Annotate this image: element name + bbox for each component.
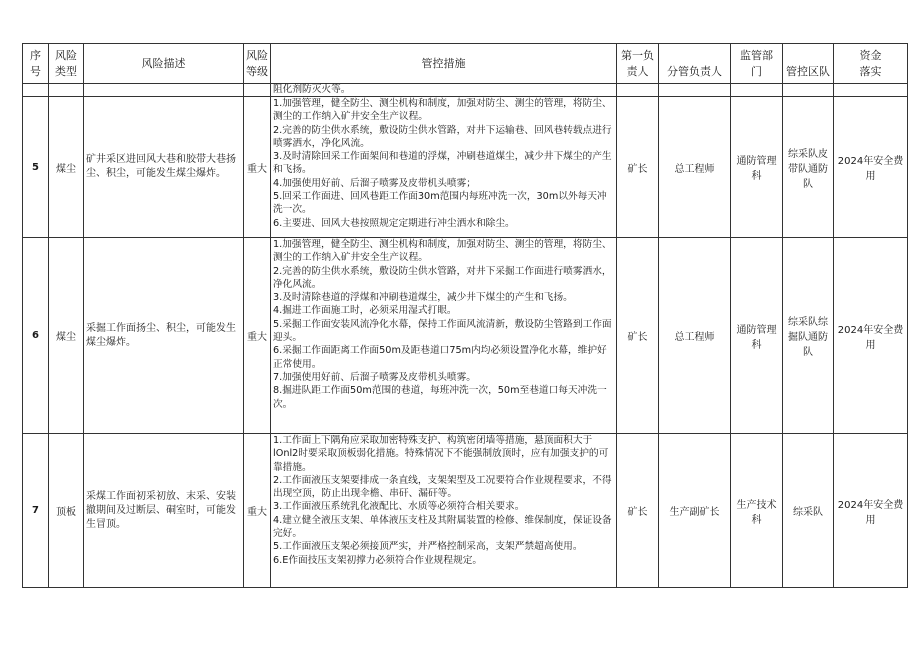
cont-empty (659, 84, 731, 97)
row-desc: 采掘工作面扬尘、积尘，可能发生煤尘爆炸。 (84, 238, 244, 434)
header-funding-line2: 落实 (859, 64, 882, 78)
header-risk-type-line1: 风险 (55, 48, 77, 62)
row-funding: 2024年安全费用 (834, 434, 908, 588)
row-first-resp: 矿长 (617, 97, 659, 238)
header-measures: 管控措施 (271, 44, 617, 84)
cont-empty (244, 84, 271, 97)
header-branch-resp: 分管负责人 (659, 44, 731, 84)
header-level-line1: 风险 (246, 48, 268, 62)
row-desc: 矿井采区进回风大巷和胶带大巷扬尘、积尘，可能发生煤尘爆炸。 (84, 97, 244, 238)
measure-item: 2.工作面液压支架要排成一条直线，支架架型及工况要符合作业规程要求，不得出现空顶，防止出现伞檐、串矸、漏矸等。 (273, 474, 612, 500)
row-funding: 2024年安全费用 (834, 97, 908, 238)
table-row (23, 238, 908, 434)
header-funding-line1: 资金 (859, 48, 882, 62)
measure-item: 4.加强使用好前、后溜子喷雾及皮带机头喷雾； (273, 177, 476, 189)
row-branch-resp: 生产副矿长 (659, 434, 731, 588)
measure-item: 5.采掘工作面安装风流净化水幕，保持工作面风流清新，敷设防尘管路到工作面迎头。 (273, 318, 612, 344)
measure-item: 6.主要进、回风大巷按照规定定期进行冲尘洒水和除尘。 (273, 217, 515, 229)
row-measures (271, 238, 617, 434)
row-funding: 2024年安全费用 (834, 238, 908, 434)
cont-empty (23, 84, 49, 97)
header-control-area: 管控区队 (783, 44, 834, 84)
header-funding (834, 44, 908, 84)
table-header-row (23, 44, 908, 84)
row-desc: 采煤工作面初采初放、末采、安装撤期间及过断层、硐室时，可能发生冒顶。 (84, 434, 244, 588)
row-branch-resp: 总工程师 (659, 238, 731, 434)
measure-item: 4.建立健全液压支架、单体液压支柱及其附属装置的检修、维保制度，保证设备完好。 (273, 514, 612, 540)
row-first-resp: 矿长 (617, 238, 659, 434)
measure-item: 7.加强使用好前、后溜子喷雾及皮带机头喷雾。 (273, 371, 476, 383)
row-seq: 5 (23, 97, 49, 238)
risk-control-table (22, 43, 908, 588)
measure-item: 3.及时清除回采工作面架间和巷道的浮煤，冲刷巷道煤尘，减少井下煤尘的产生和飞扬。 (273, 151, 612, 176)
header-first-resp (617, 44, 659, 84)
cont-empty (617, 84, 659, 97)
header-desc: 风险描述 (84, 44, 244, 84)
measure-item: 3.工作面液压系统乳化液配比、水质等必须符合相关要求。 (273, 501, 525, 513)
measure-item: 6.E作面技压支架初撑力必须符合作业规程规定。 (273, 554, 483, 566)
cont-empty (84, 84, 244, 97)
header-supervise-line2: 门 (751, 64, 762, 78)
header-level-line2: 等级 (246, 64, 268, 78)
row-first-resp: 矿长 (617, 434, 659, 588)
row-measures (271, 434, 617, 588)
row-level: 重大 (244, 238, 271, 434)
row-supervise: 生产技术科 (731, 434, 783, 588)
row-control-area: 综采队综掘队通防队 (783, 238, 834, 434)
measure-item: 1.加强管理，健全防尘、测尘机构和制度，加强对防尘、测尘的管理，将防尘、测尘的工作纳入矿井安全生产议程。 (273, 98, 612, 123)
header-seq: 序号 (23, 44, 49, 84)
cont-empty (834, 84, 908, 97)
measure-item: 6.采掘工作面距离工作面50m及距巷道口75m内均必须设置净化水幕，维护好正常使用。 (273, 345, 607, 370)
table-row (23, 434, 908, 588)
cont-empty (783, 84, 834, 97)
measure-item: 4.掘进工作面施工时，必须采用湿式打眼。 (273, 305, 457, 317)
row-type: 煤尘 (49, 97, 84, 238)
header-level (244, 44, 271, 84)
header-supervise (731, 44, 783, 84)
row-level: 重大 (244, 434, 271, 588)
row-level: 重大 (244, 97, 271, 238)
row-seq: 6 (23, 238, 49, 434)
row-measures (271, 97, 617, 238)
row-control-area: 综采队 (783, 434, 834, 588)
continuation-row (23, 84, 908, 97)
row-type: 煤尘 (49, 238, 84, 434)
cont-empty (49, 84, 84, 97)
measure-item: 1.加强管理，健全防尘、测尘机构和制度，加强对防尘、测尘的管理，将防尘、测尘的工作纳入矿井安全生产议程。 (273, 239, 612, 264)
row-control-area: 综采队皮带队通防队 (783, 97, 834, 238)
header-first-resp-line1: 第一负 (621, 48, 654, 62)
measure-item: 8.掘进队距工作面50m范围的巷道，每班冲洗一次，50m至巷道口每天冲洗一次。 (273, 385, 607, 410)
header-risk-type-line2: 类型 (55, 64, 77, 78)
measure-item: 1.工作面上下隅角应采取加密特殊支护、构筑密闭墙等措施，悬顶面积大于lOnl2时要采取顶板弱化措施。特殊情况下不能强制放顶时，应有加强支护的可靠措施。 (273, 435, 609, 473)
row-supervise: 通防管理科 (731, 238, 783, 434)
measure-item: 3.及时清除巷道的浮煤和冲刷巷道煤尘，减少井下煤尘的产生和飞扬。 (273, 292, 573, 304)
measure-item: 2.完善的防尘供水系统，敷设防尘供水管路，对井下运输巷、回风巷转载点进行喷雾洒水，净化风流。 (273, 124, 612, 149)
continuation-text: 阻化剂防灭火等。 (271, 84, 617, 97)
header-supervise-line1: 监管部 (740, 48, 773, 62)
measure-item: 2.完善的防尘供水系统，敷设防尘供水管路，对井下采掘工作面进行喷雾洒水，净化风流。 (273, 265, 612, 290)
measure-item: 5.回采工作面进、回风巷距工作面30m范围内每班冲洗一次，30m以外每天冲洗一次。 (273, 191, 607, 216)
row-branch-resp: 总工程师 (659, 97, 731, 238)
measure-item: 5.工作面液压支架必须接顶严实，并严格控制采高，支架严禁超高使用。 (273, 541, 583, 553)
row-supervise: 通防管理科 (731, 97, 783, 238)
header-risk-type (49, 44, 84, 84)
table-row (23, 97, 908, 238)
row-type: 顶板 (49, 434, 84, 588)
cont-empty (731, 84, 783, 97)
header-first-resp-line2: 责人 (626, 64, 649, 78)
row-seq: 7 (23, 434, 49, 588)
